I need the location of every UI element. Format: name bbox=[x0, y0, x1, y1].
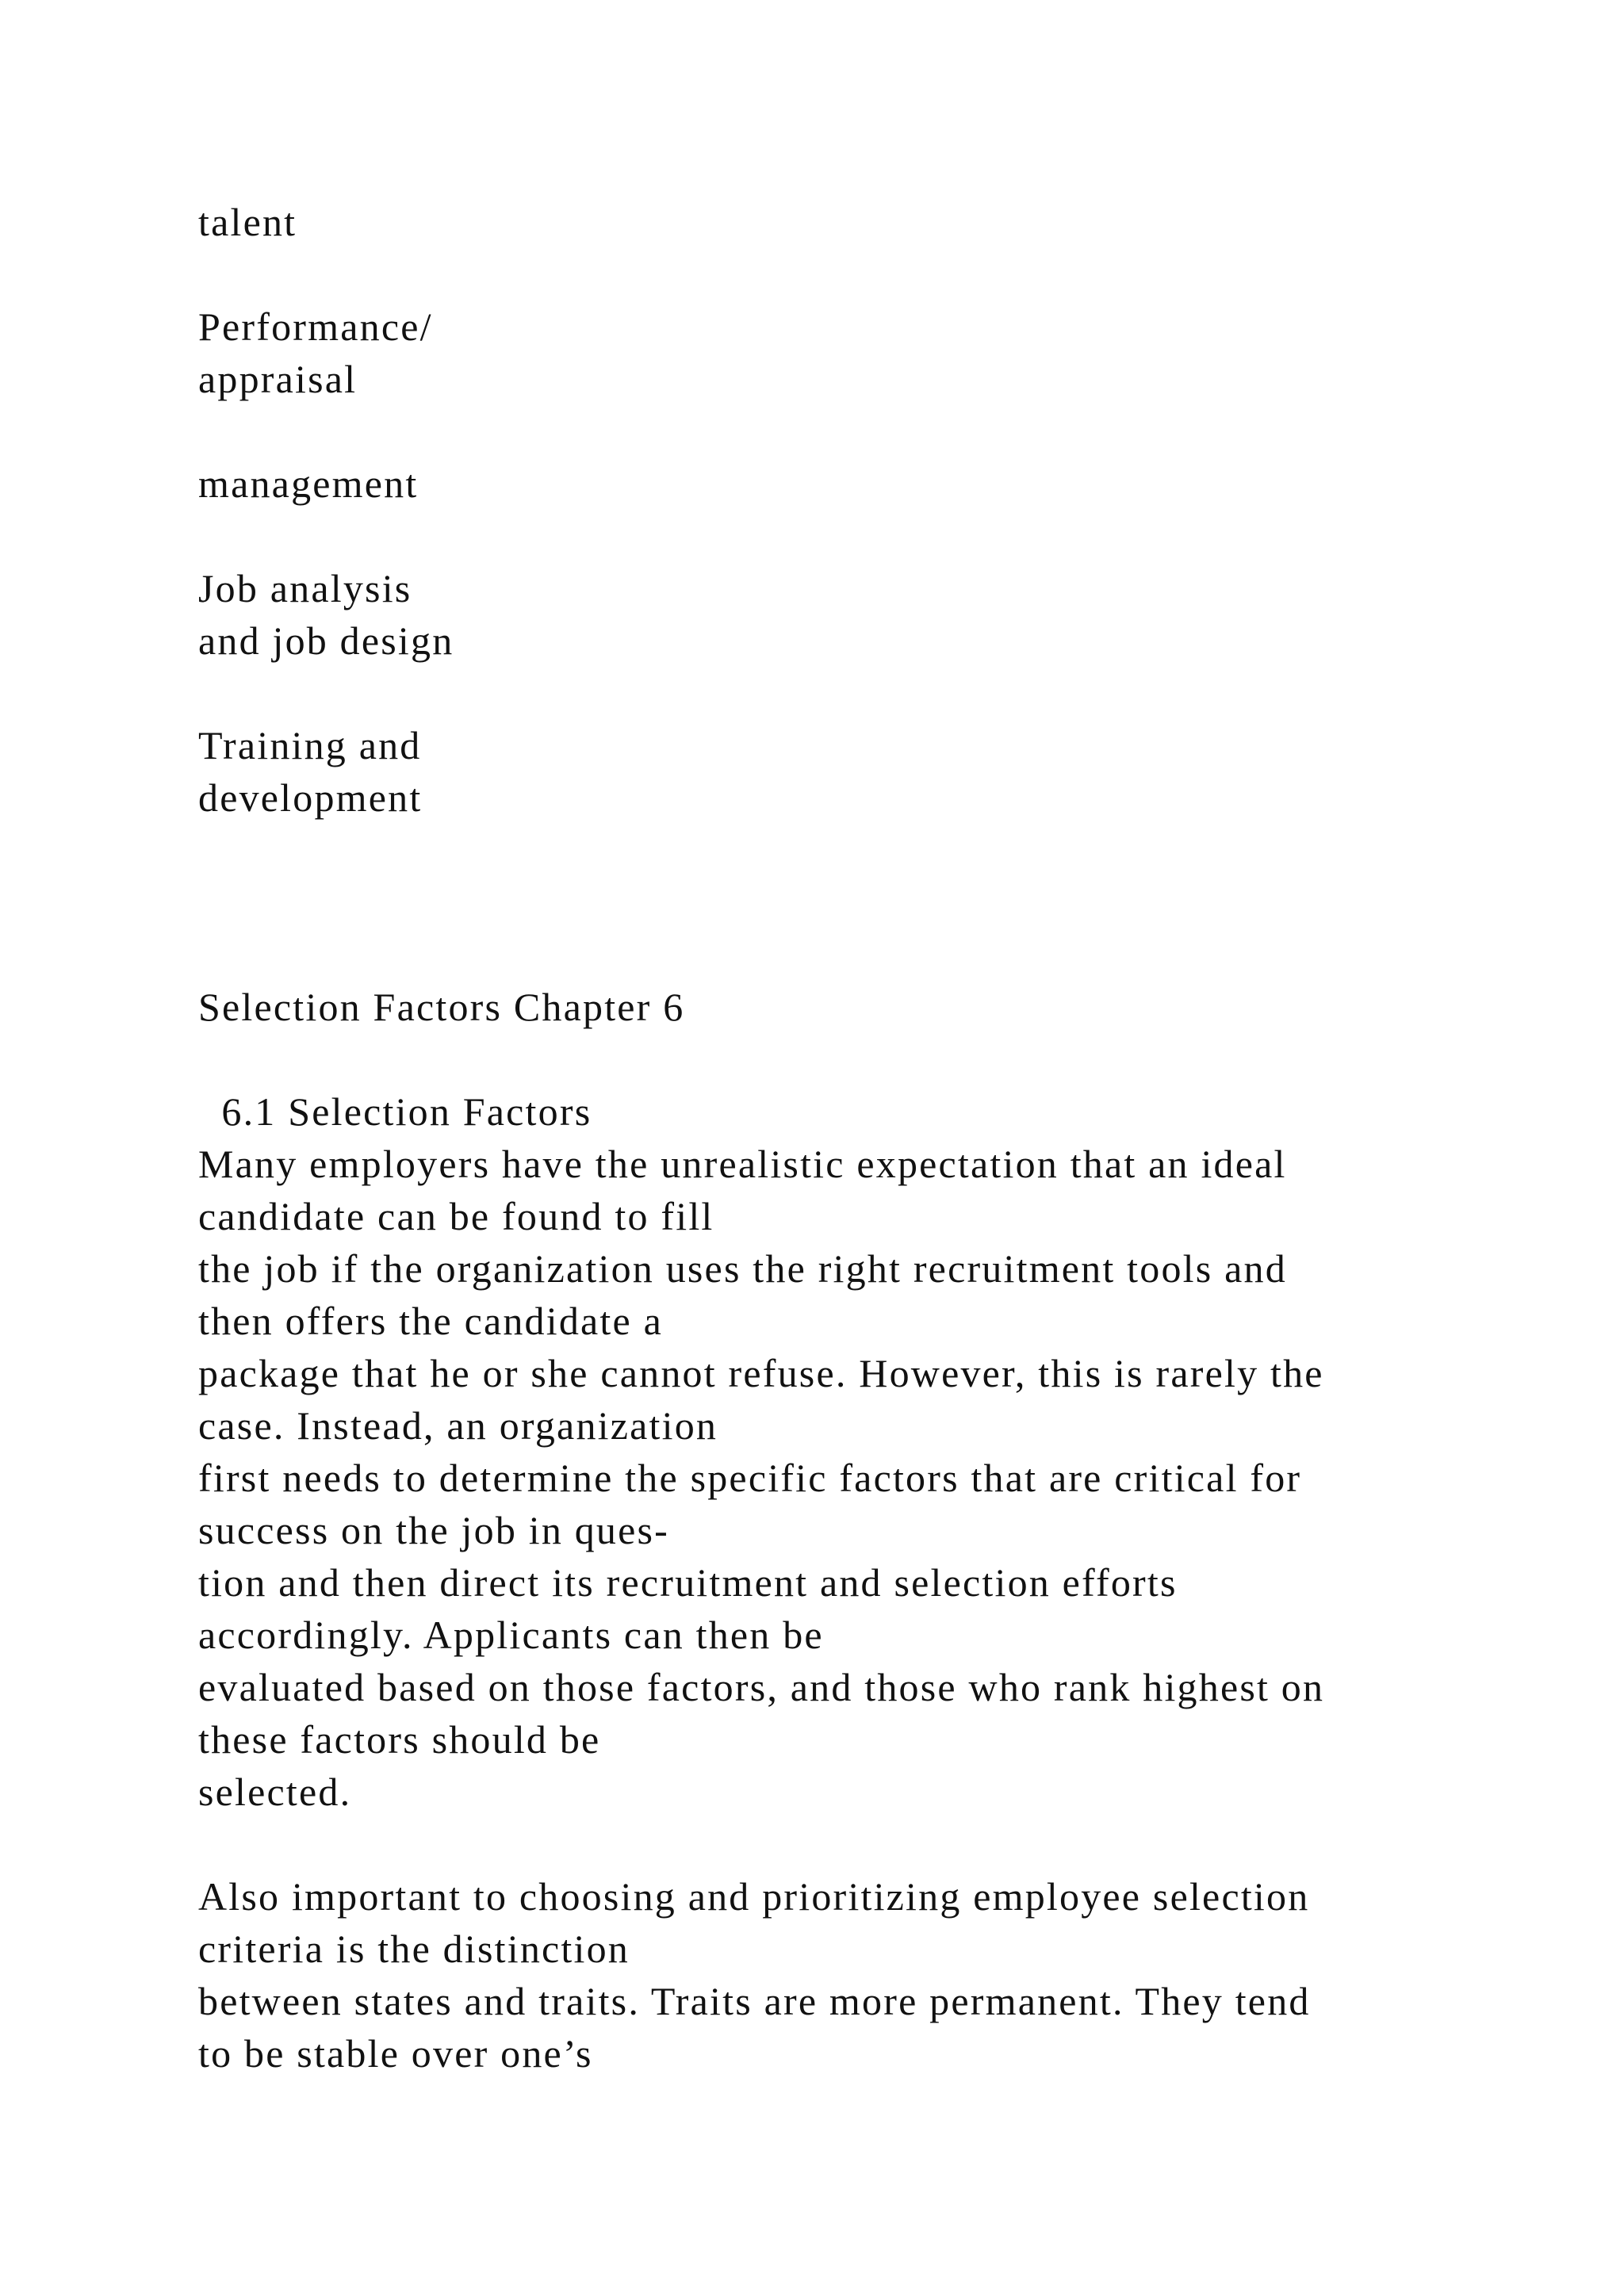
text-line: development bbox=[198, 775, 423, 820]
text-line: criteria is the distinction bbox=[198, 1927, 630, 1971]
text-line: package that he or she cannot refuse. However, this is rarely the bbox=[198, 1351, 1324, 1395]
text-line: Performance/ bbox=[198, 304, 433, 349]
text-line: appraisal bbox=[198, 357, 358, 401]
text-line: these factors should be bbox=[198, 1717, 601, 1762]
text-line: success on the job in ques- bbox=[198, 1508, 670, 1552]
text-line: Training and bbox=[198, 723, 422, 767]
text-line: first needs to determine the specific factors that are critical for bbox=[198, 1456, 1302, 1500]
text-line: accordingly. Applicants can then be bbox=[198, 1613, 824, 1657]
text-line: between states and traits. Traits are more permanent. They tend bbox=[198, 1979, 1311, 2023]
subsection-heading: 6.1 Selection Factors bbox=[198, 1089, 592, 1134]
text-line: then offers the candidate a bbox=[198, 1299, 664, 1343]
text-line: Job analysis bbox=[198, 566, 412, 610]
text-line: management bbox=[198, 461, 419, 506]
text-line: talent bbox=[198, 200, 297, 244]
text-line: selected. bbox=[198, 1770, 352, 1814]
text-line: evaluated based on those factors, and those who rank highest on bbox=[198, 1665, 1325, 1709]
text-line: Many employers have the unrealistic expectation that an ideal bbox=[198, 1142, 1287, 1186]
text-line: the job if the organization uses the right recruitment tools and bbox=[198, 1246, 1287, 1291]
text-line: candidate can be found to fill bbox=[198, 1194, 714, 1238]
text-line: tion and then direct its recruitment and selection efforts bbox=[198, 1560, 1178, 1605]
section-heading: Selection Factors Chapter 6 bbox=[198, 985, 685, 1029]
text-line: to be stable over one’s bbox=[198, 2031, 593, 2076]
text-line: and job design bbox=[198, 618, 454, 663]
text-line: Also important to choosing and prioritizing employee selection bbox=[198, 1874, 1310, 1919]
text-line: case. Instead, an organization bbox=[198, 1403, 718, 1448]
